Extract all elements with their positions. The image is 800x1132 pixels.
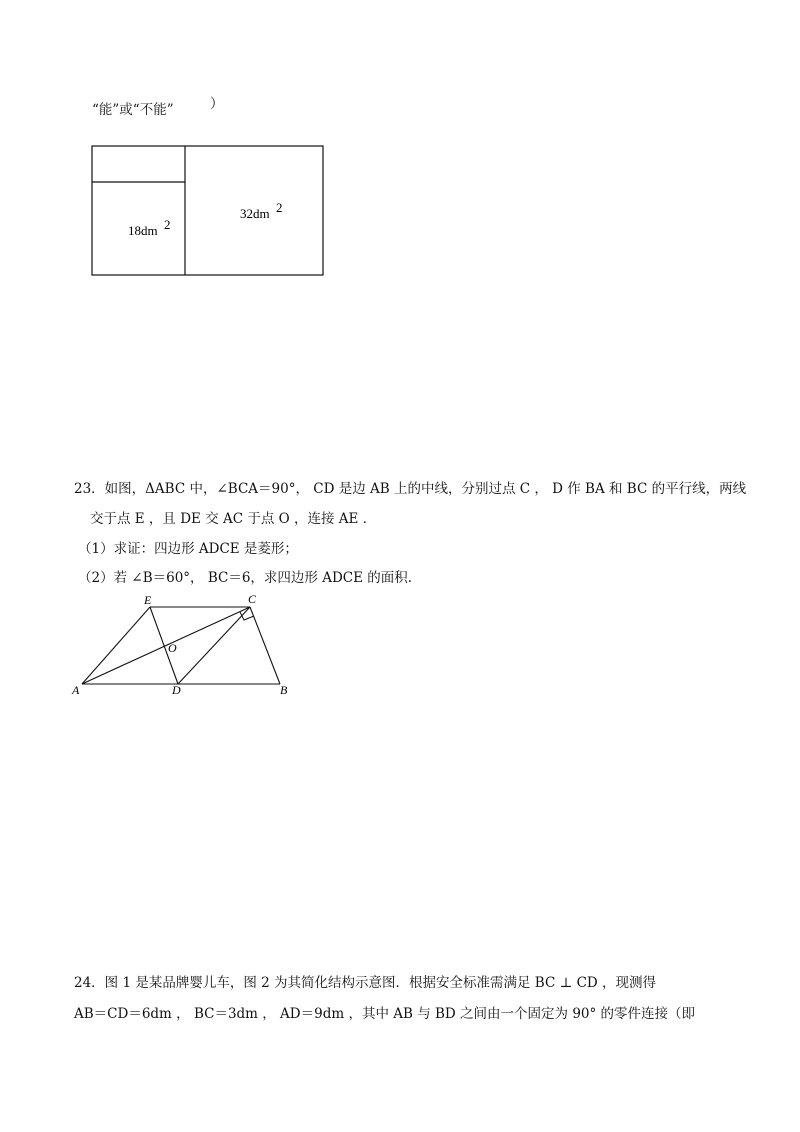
small-square-exponent: 2 [164,217,171,232]
small-square-label: 18dm [128,223,158,238]
label-C: C [248,592,257,606]
label-A: A [72,683,80,697]
large-square-label: 32dm [240,206,270,221]
q23-line1: 23．如图，ΔABC 中，∠BCA＝90°， CD 是边 AB 上的中线，分别过点 C ， D 作 BA 和 BC 的平行线，两线 [74,481,747,497]
q23-part2: （2）若 ∠B＝60°， BC＝6，求四边形 ADCE 的面积． [78,570,422,586]
closing-paren: ） [210,96,224,112]
fill-blank-hint: “能”或“不能” [92,102,174,118]
q24-line1: 24．图 1 是某品牌婴儿车，图 2 为其简化结构示意图．根据安全标准需满足 BC ⊥ CD ，现测得 [74,975,657,991]
label-E: E [144,593,152,607]
q23-part1: （1）求证：四边形 ADCE 是菱形； [78,541,298,557]
label-D: D [172,683,181,697]
label-O: O [168,641,177,655]
q23-line2: 交于点 E ，且 DE 交 AC 于点 O ，连接 AE ． [90,511,377,527]
q24-line2: AB＝CD＝6dm ， BC＝3dm ， AD＝9dm ，其中 AB 与 BD 之间由一个固定为 90° 的零件连接（即 [74,1006,696,1022]
large-square-exponent: 2 [276,200,283,215]
rhombus-figure [0,590,320,700]
label-B: B [280,683,288,697]
square-area-figure [0,0,800,300]
